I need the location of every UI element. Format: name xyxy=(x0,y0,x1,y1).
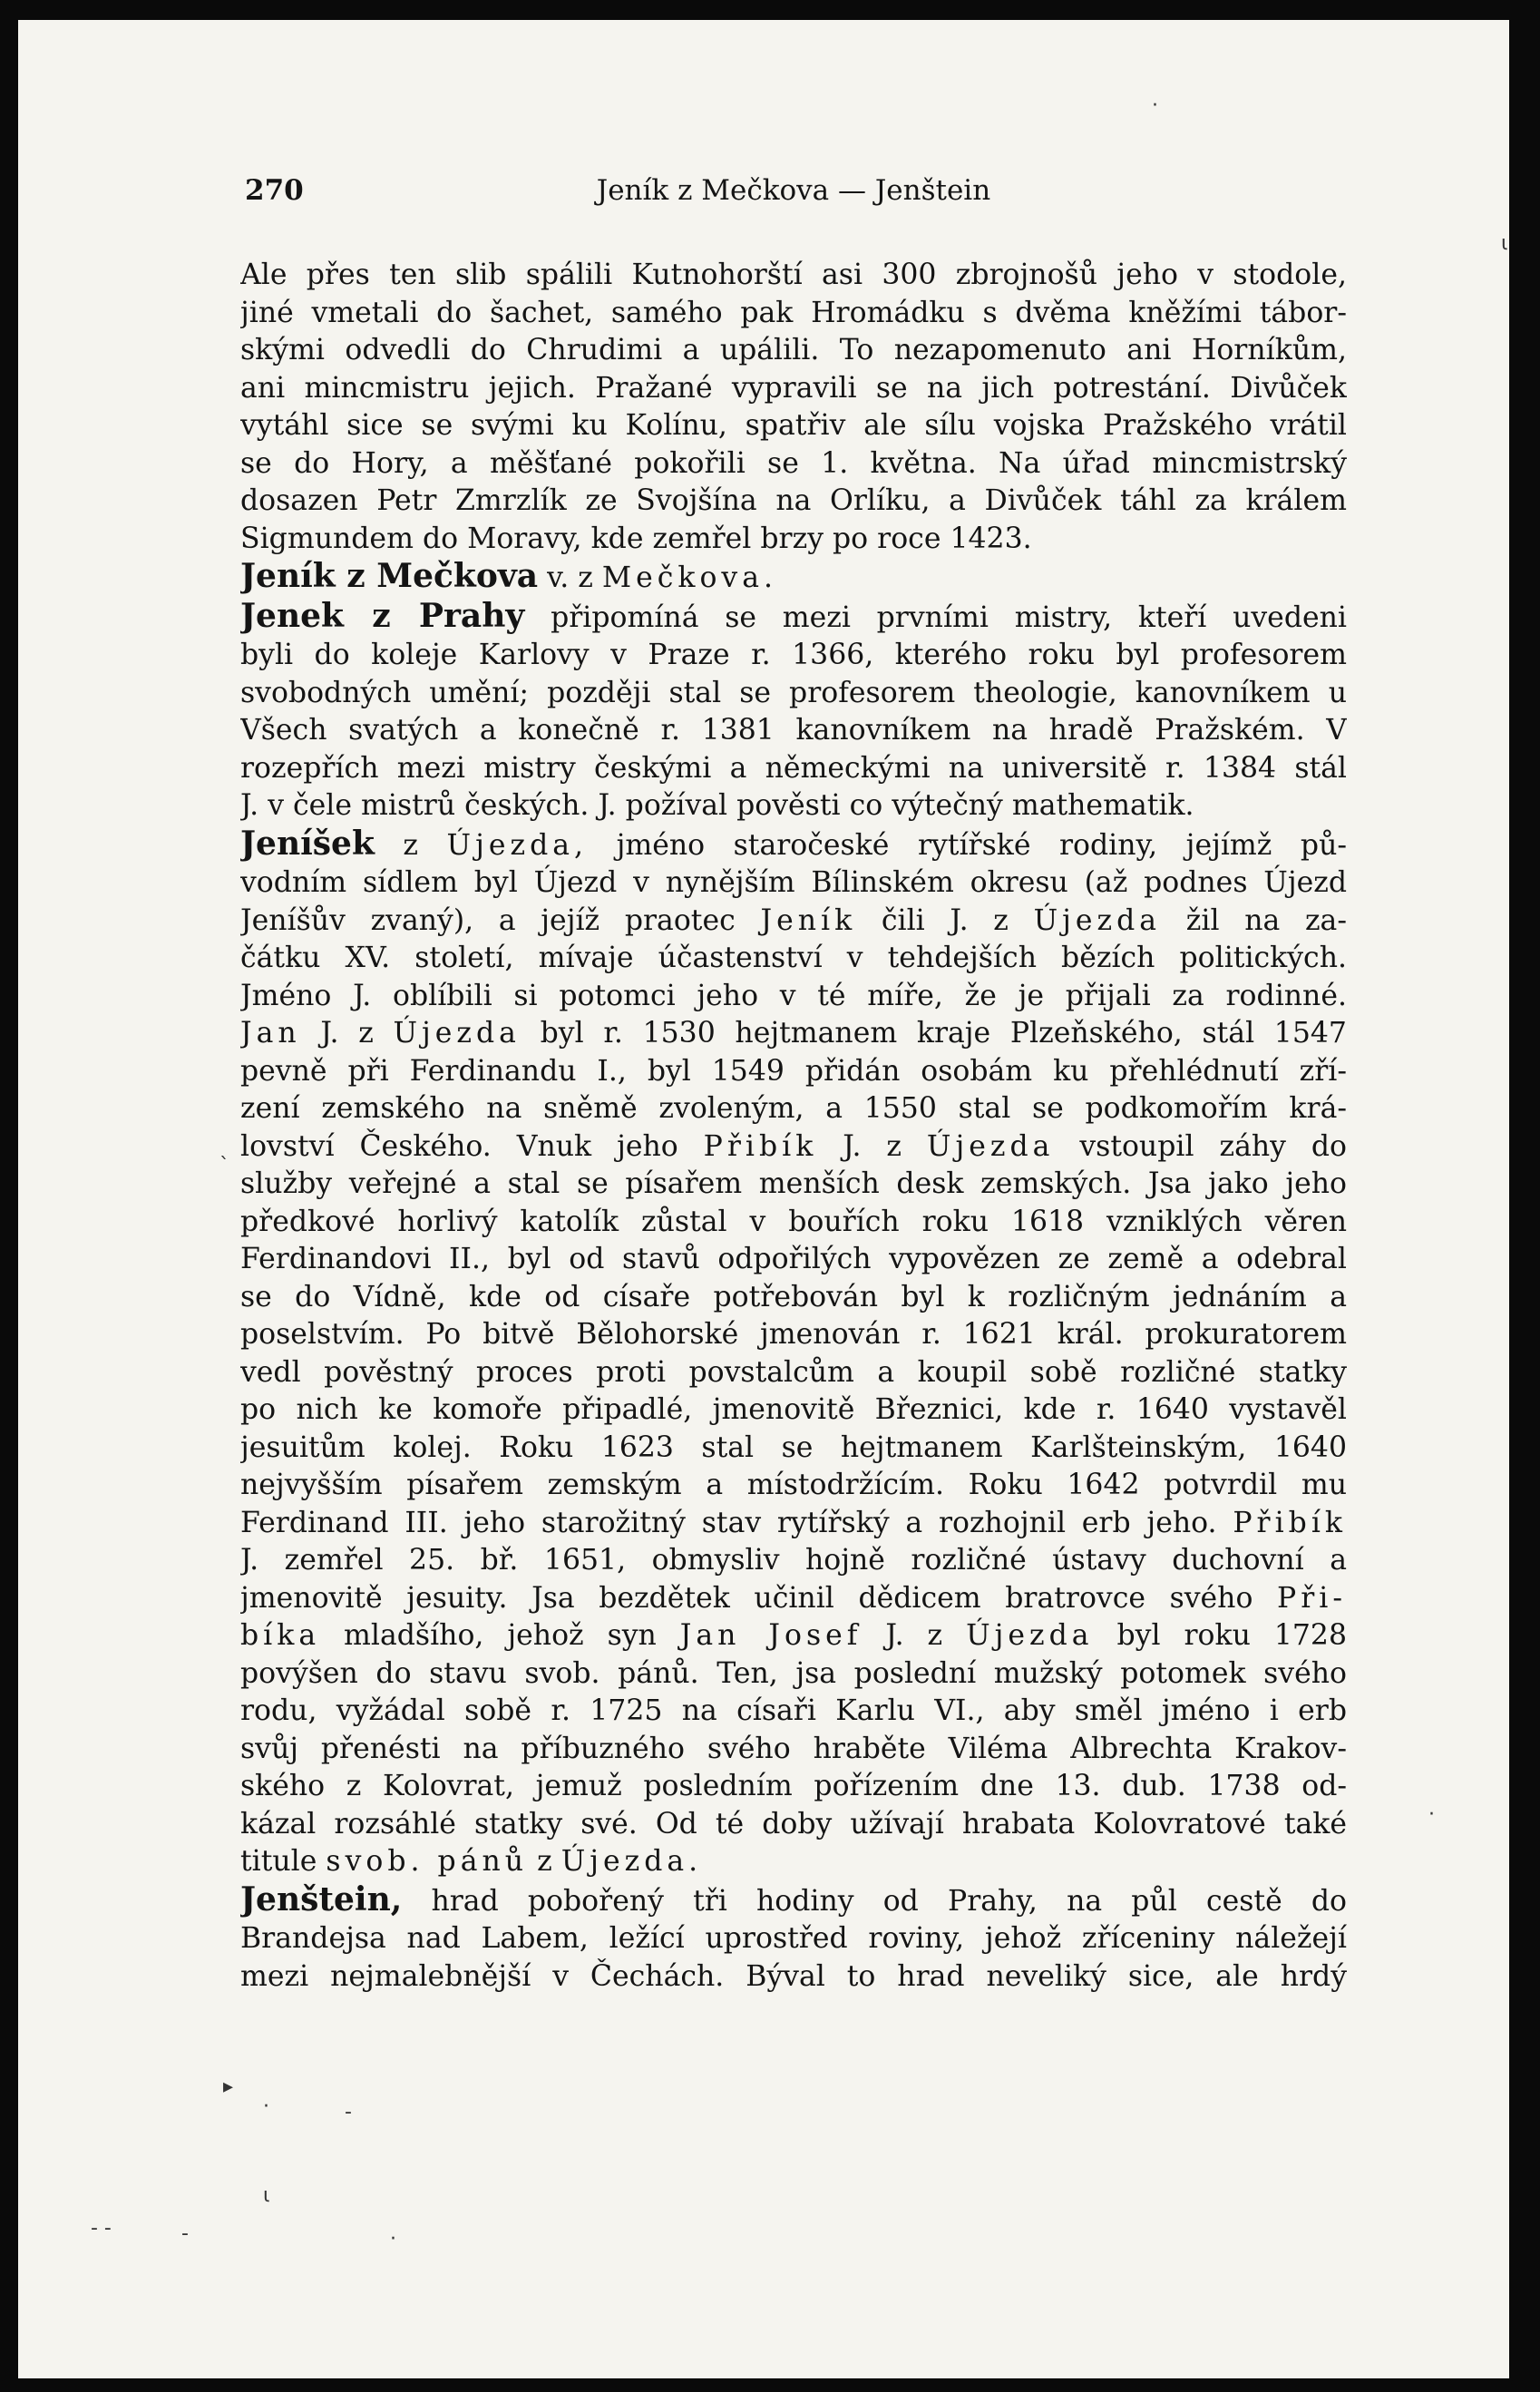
text-run: mladšího, jehož syn xyxy=(320,1619,680,1652)
text-run: se do Hory, a měšťané pokořili se 1. května. Na úřad mincmistrský xyxy=(240,446,1347,480)
text-run: J. z xyxy=(300,1017,394,1050)
text-line xyxy=(240,1241,1347,1279)
text-run: dosazen Petr Zmrzlík ze Svojšína na Orlíku, a Divůček táhl za králem xyxy=(240,484,1347,517)
spaced-name: Újezda xyxy=(393,1017,521,1050)
text-run: čátku XV. století, mívaje účastenství v tehdejších bězích politických. xyxy=(240,942,1347,974)
text-run: J. zemřel 25. bř. 1651, obmysliv hojně rozličné ústavy duchovní a xyxy=(240,1544,1347,1577)
text-run: zení zemského na sněmě zvoleným, a 1550 stal se podkomořím krá- xyxy=(240,1092,1347,1125)
spaced-name: Újezda xyxy=(1033,903,1162,937)
text-run: rodu, vyžádal sobě r. 1725 na císaři Karlu VI., aby směl jméno i erb xyxy=(240,1694,1347,1727)
scan-speck: ‐ ‐ xyxy=(91,2217,112,2240)
scan-speck: ι xyxy=(263,2184,270,2207)
text-line xyxy=(240,1053,1347,1091)
scan-speck: · xyxy=(1152,94,1158,117)
text-run: vytáhl sice se svými ku Kolínu, spatřiv ale sílu vojska Pražského vrátil xyxy=(240,409,1347,442)
scan-speck: · xyxy=(263,2095,269,2118)
text-line xyxy=(240,483,1347,521)
text-line xyxy=(240,332,1347,370)
text-line xyxy=(240,1354,1347,1392)
text-run: připomíná se mezi prvními mistry, kteří uvedeni xyxy=(524,600,1347,634)
scan-speck: · xyxy=(1428,1803,1435,1826)
text-line xyxy=(240,940,1347,978)
text-run: kázal rozsáhlé statky své. Od té doby užívají hrabata Kolovratové také xyxy=(240,1807,1347,1840)
text-line xyxy=(240,1505,1347,1543)
text-line xyxy=(240,1128,1347,1167)
scan-speck: ‐ xyxy=(345,2101,352,2124)
text-run: Všech svatých a konečně r. 1381 kanovníkem na hradě Pražském. V xyxy=(240,714,1347,747)
text-run: rozepřích mezi mistry českými a německými na universitě r. 1384 stál xyxy=(240,751,1347,785)
page-number: 270 xyxy=(245,174,304,207)
text-run: ského z Kolovrat, jemuž posledním pořízením dne 13. dub. 1738 od- xyxy=(240,1770,1347,1802)
text-line xyxy=(240,637,1347,675)
scan-speck: ▸ xyxy=(223,2075,234,2098)
text-run: v. z xyxy=(538,561,602,594)
text-line xyxy=(240,1580,1347,1618)
text-line xyxy=(240,1015,1347,1053)
text-line xyxy=(240,1731,1347,1769)
text-line xyxy=(240,712,1347,750)
text-run: svůj přenésti na příbuzného svého hraběte Viléma Albrechta Krakov- xyxy=(240,1732,1347,1765)
text-run: pevně při Ferdinandu I., byl 1549 přidán osobám ku přehlédnutí zří- xyxy=(240,1054,1347,1088)
spaced-name: Přibík xyxy=(703,1129,818,1163)
spaced-name: Přibík xyxy=(1233,1506,1347,1539)
text-run: povýšen do stavu svob. pánů. Ten, jsa poslední mužský potomek svého xyxy=(240,1656,1347,1690)
text-line xyxy=(240,1090,1347,1128)
text-run: ani mincmistru jejich. Pražané vypravili se na jich potrestání. Divůček xyxy=(240,371,1347,405)
text-run: Jeníšův zvaný), a jejíž praotec xyxy=(240,903,761,937)
text-line xyxy=(240,1542,1347,1580)
text-line xyxy=(240,257,1347,295)
text-run: byl r. 1530 hejtmanem kraje Plzeňského, stál 1547 xyxy=(520,1017,1347,1050)
spaced-name: Újezda, xyxy=(446,828,589,862)
text-line xyxy=(240,1958,1347,1997)
scan-speck: ‐ xyxy=(181,2222,189,2245)
spaced-name: Újezda. xyxy=(560,1845,703,1878)
text-run: svobodných umění; později stal se profesorem theologie, kanovníkem u xyxy=(240,676,1347,709)
text-line xyxy=(240,787,1347,825)
text-run: se do Vídně, kde od císaře potřebován byl k rozličným jednáním a xyxy=(240,1280,1347,1313)
text-line xyxy=(240,1166,1347,1204)
text-run: J. z xyxy=(862,1619,967,1652)
text-run: byl roku 1728 xyxy=(1093,1619,1347,1652)
text-line xyxy=(240,445,1347,483)
text-line xyxy=(240,558,1347,598)
text-run: z xyxy=(374,828,447,862)
text-line xyxy=(240,1881,1347,1921)
text-run: čili J. z xyxy=(856,903,1034,937)
spaced-name: svob. pánů xyxy=(326,1845,529,1878)
text-run: jiné vmetali do šachet, samého pak Hromádku s dvěma kněžími tábor- xyxy=(240,296,1347,329)
text-run: nejvyšším písařem zemským a místodržícím. Roku 1642 potvrdil mu xyxy=(240,1469,1347,1501)
text-line xyxy=(240,1693,1347,1731)
entry-headword: Jenek z Prahy xyxy=(240,597,525,635)
text-line xyxy=(240,864,1347,903)
scan-speck: · xyxy=(390,2228,396,2250)
text-line xyxy=(240,750,1347,788)
text-run: byli do koleje Karlovy v Praze r. 1366, kterého roku byl profesorem xyxy=(240,639,1347,671)
entry-headword: Jeník z Mečkova xyxy=(240,558,539,595)
dictionary-body-text xyxy=(240,257,1347,1996)
text-run: služby veřejné a stal se písařem menších desk zemských. Jsa jako jeho xyxy=(240,1167,1347,1200)
text-run: žil na za- xyxy=(1161,903,1347,937)
text-run: skými odvedli do Chrudimi a upálili. To nezapomenuto ani Horníkům, xyxy=(240,334,1347,366)
text-line xyxy=(240,1279,1347,1317)
text-line xyxy=(240,825,1347,865)
text-line xyxy=(240,370,1347,408)
text-run: z xyxy=(528,1845,561,1878)
text-line xyxy=(240,1768,1347,1806)
text-run: J. z xyxy=(817,1129,927,1163)
text-line xyxy=(240,1843,1347,1881)
running-title: Jeník z Mečkova — Jenštein xyxy=(596,174,991,207)
spaced-name: Jeník xyxy=(760,903,857,937)
text-run: Ferdinandovi II., byl od stavů odpořilých vypovězen ze země a odebral xyxy=(240,1243,1347,1275)
text-run: Brandejsa nad Labem, ležící uprostřed roviny, jehož zříceniny náležejí xyxy=(240,1922,1347,1955)
text-line xyxy=(240,1617,1347,1655)
text-line xyxy=(240,1316,1347,1354)
text-run: hrad pobořený tři hodiny od Prahy, na půl cestě do xyxy=(402,1884,1347,1918)
spaced-name: Újezda xyxy=(966,1619,1094,1652)
text-line xyxy=(240,1467,1347,1505)
spaced-name: Při- xyxy=(1277,1581,1347,1615)
entry-headword: Jeníšek xyxy=(240,825,375,863)
text-run: jesuitům kolej. Roku 1623 stal se hejtmanem Karlšteinským, 1640 xyxy=(240,1430,1347,1464)
scan-speck: ι xyxy=(1501,232,1508,255)
text-line xyxy=(240,1655,1347,1694)
text-run: jmenovitě jesuity. Jsa bezdětek učinil dědicem bratrovce svého xyxy=(240,1581,1278,1615)
text-line xyxy=(240,1430,1347,1468)
text-line xyxy=(240,1806,1347,1844)
text-run: předkové horlivý katolík zůstal v bouřích roku 1618 vzniklých věren xyxy=(240,1205,1347,1238)
spaced-name: Jan xyxy=(240,1017,301,1050)
text-run: vstoupil záhy do xyxy=(1054,1129,1347,1163)
text-line xyxy=(240,1204,1347,1242)
text-line xyxy=(240,1391,1347,1430)
text-run: lovství Českého. Vnuk jeho xyxy=(240,1129,704,1163)
text-run: titule xyxy=(240,1845,327,1878)
text-run: Jméno J. oblíbili si potomci jeho v té míře, že je přijali za rodinné. xyxy=(240,979,1347,1012)
text-run: Sigmundem do Moravy, kde zemřel brzy po roce 1423. xyxy=(240,522,1032,555)
text-line xyxy=(240,598,1347,638)
scan-speck: ˋ xyxy=(219,1155,229,1177)
text-run: Ferdinand III. jeho starožitný stav rytířský a rozhojnil erb jeho. xyxy=(240,1506,1233,1539)
text-run: vodním sídlem byl Újezd v nynějším Bílinském okresu (až podnes Újezd xyxy=(240,866,1347,899)
text-run: Ale přes ten slib spálili Kutnohorští asi 300 zbrojnošů jeho v stodole, xyxy=(240,259,1347,291)
text-line xyxy=(240,521,1347,559)
spaced-name: bíka xyxy=(240,1619,321,1652)
text-run: po nich ke komoře připadlé, jmenovitě Březnici, kde r. 1640 vystavěl xyxy=(240,1393,1347,1426)
text-run: J. v čele mistrů českých. J. požíval pověsti co výtečný mathematik. xyxy=(240,789,1194,822)
spaced-name: Mečkova. xyxy=(601,561,778,594)
text-line xyxy=(240,407,1347,445)
text-run: mezi nejmalebnější v Čechách. Býval to hrad neveliký sice, ale hrdý xyxy=(240,1959,1347,1993)
spaced-name: Újezda xyxy=(926,1129,1055,1163)
text-run: poselstvím. Po bitvě Bělohorské jmenován r. 1621 král. prokuratorem xyxy=(240,1318,1347,1351)
text-run: vedl pověstný proces proti povstalcům a koupil sobě rozličné statky xyxy=(240,1355,1347,1389)
text-line xyxy=(240,978,1347,1016)
text-line xyxy=(240,295,1347,333)
text-line xyxy=(240,675,1347,713)
text-run: jméno staročeské rytířské rodiny, jejímž pů- xyxy=(588,828,1347,862)
spaced-name: Jan Josef xyxy=(679,1619,863,1652)
text-line xyxy=(240,903,1347,941)
entry-headword: Jenštein, xyxy=(240,1880,403,1918)
running-header xyxy=(245,174,1342,210)
text-line xyxy=(240,1920,1347,1958)
